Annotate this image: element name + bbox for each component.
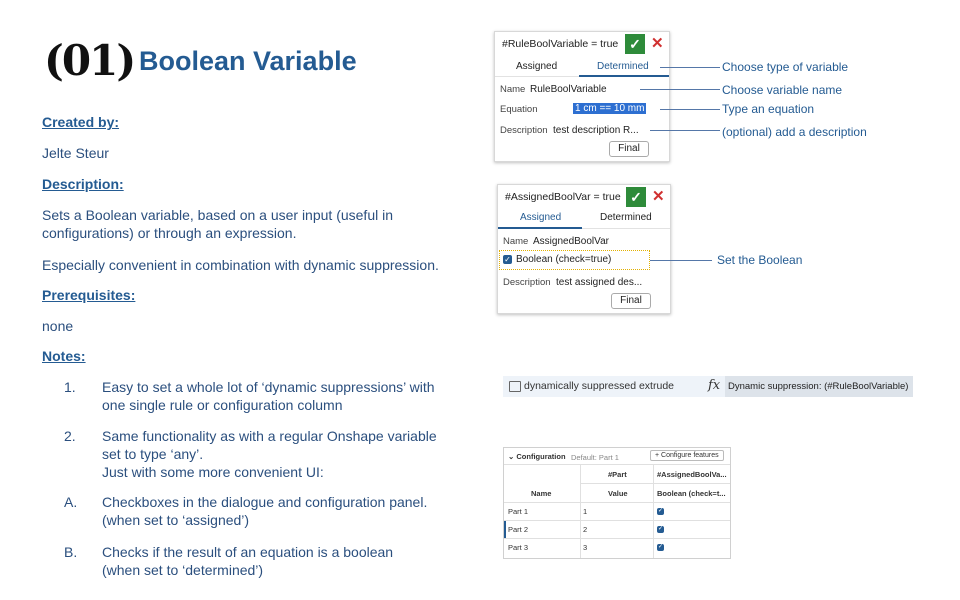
config-divider [504, 538, 730, 539]
description-label: Description [500, 125, 548, 136]
row-name[interactable]: Part 2 [508, 525, 529, 534]
configuration-panel [503, 447, 731, 559]
config-divider [504, 502, 730, 503]
equation-label: Equation [500, 104, 538, 115]
cancel-x-icon[interactable]: ✕ [652, 188, 665, 205]
note-line: Same functionality as with a regular Onshape variable [102, 428, 437, 444]
notes-heading: Notes: [42, 348, 86, 364]
note-marker: 2. [64, 428, 76, 444]
row-value[interactable]: 1 [583, 507, 588, 516]
active-tab-indicator [498, 227, 582, 229]
description-field[interactable]: test assigned des... [556, 277, 643, 288]
config-divider [504, 464, 730, 465]
tab-determined[interactable]: Determined [600, 212, 652, 223]
col-part-header: #Part [608, 470, 627, 479]
row-name[interactable]: Part 1 [508, 507, 529, 516]
callout-line [660, 67, 720, 68]
accept-check-icon[interactable]: ✓ [626, 187, 646, 207]
note-marker: 1. [64, 379, 76, 395]
created-by-heading: Created by: [42, 114, 120, 130]
description-line-1: Sets a Boolean variable, based on a user input (useful in [42, 207, 394, 223]
dialog-title: #RuleBoolVariable = true [502, 38, 619, 50]
callout-line [640, 89, 720, 90]
prerequisites-value: none [42, 318, 74, 334]
feature-name: dynamically suppressed extrude [524, 380, 674, 392]
callout-line [660, 109, 720, 110]
description-heading: Description: [42, 176, 124, 192]
tab-assigned[interactable]: Assigned [520, 212, 562, 223]
callout-boolean: Set the Boolean [717, 253, 803, 267]
config-default: Default: Part 1 [571, 453, 619, 462]
equation-field[interactable]: 1 cm == 10 mm [575, 103, 645, 114]
page-title: Boolean Variable [139, 46, 357, 76]
feature-row[interactable] [503, 376, 913, 397]
row-value[interactable]: 3 [583, 543, 588, 552]
callout-type: Choose type of variable [722, 60, 849, 74]
final-button[interactable]: Final [609, 141, 649, 157]
callout-equation: Type an equation [722, 102, 815, 116]
config-divider [580, 483, 730, 484]
note-line: set to type ‘any’. [102, 446, 204, 462]
description-label: Description [503, 277, 551, 288]
checkbox-checked-icon[interactable]: ✓ [657, 544, 664, 550]
boolean-checkbox-label: Boolean (check=true) [516, 254, 612, 265]
author-name: Jelte Steur [42, 145, 109, 161]
tab-assigned[interactable]: Assigned [516, 61, 558, 72]
row-value[interactable]: 2 [583, 525, 588, 534]
checkbox-checked-icon[interactable]: ✓ [657, 508, 664, 514]
config-collapse[interactable] [508, 452, 566, 461]
suppression-tooltip: Dynamic suppression: (#RuleBoolVariable) [725, 376, 913, 397]
note-line: Checkboxes in the dialogue and configuration panel. [102, 494, 428, 510]
row-name[interactable]: Part 3 [508, 543, 529, 552]
prerequisites-heading: Prerequisites: [42, 287, 136, 303]
col-part-subheader: Value [608, 489, 628, 498]
description-line-3: Especially convenient in combination with dynamic suppression. [42, 257, 439, 273]
fx-icon: fx [708, 378, 721, 393]
callout-name: Choose variable name [722, 83, 843, 97]
note-line: (when set to ‘determined’) [102, 562, 264, 578]
note-line: Checks if the result of an equation is a boolean [102, 544, 394, 560]
boolean-checkbox-row[interactable] [499, 250, 650, 270]
note-marker: A. [64, 494, 78, 510]
name-label: Name [500, 84, 526, 95]
cancel-x-icon[interactable]: ✕ [651, 35, 664, 52]
dialog-title: #AssignedBoolVar = true [505, 191, 621, 203]
col-bool-header: #AssignedBoolVa... [657, 470, 727, 479]
selected-row-indicator [504, 521, 506, 538]
tab-determined[interactable]: Determined [597, 61, 649, 72]
col-bool-subheader: Boolean (check=t... [657, 489, 726, 498]
description-field[interactable]: test description R... [553, 125, 639, 136]
name-field[interactable]: AssignedBoolVar [533, 236, 609, 247]
config-col-divider [653, 464, 654, 558]
description-line-2: configurations) or through an expression. [42, 225, 297, 241]
section-number: (01) [44, 36, 135, 85]
note-line: Easy to set a whole lot of ‘dynamic suppressions’ with [102, 379, 435, 395]
callout-description: (optional) add a description [722, 125, 867, 139]
config-divider [504, 520, 730, 521]
extrude-icon [509, 381, 521, 392]
callout-line [650, 260, 712, 261]
active-tab-indicator [579, 75, 669, 77]
config-title: Configuration [516, 452, 566, 461]
checkbox-checked-icon[interactable]: ✓ [504, 255, 511, 264]
name-label: Name [503, 236, 529, 247]
note-marker: B. [64, 544, 78, 560]
checkbox-checked-icon[interactable]: ✓ [657, 526, 664, 532]
name-field[interactable]: RuleBoolVariable [530, 84, 607, 95]
chevron-down-icon: ⌄ [508, 452, 515, 461]
rule-bool-variable-dialog [494, 31, 670, 162]
configure-features-button[interactable]: + Configure features [650, 450, 724, 461]
col-name-header: Name [531, 489, 552, 498]
callout-line [650, 130, 720, 131]
note-line: one single rule or configuration column [102, 397, 343, 413]
config-col-divider [580, 464, 581, 558]
final-button[interactable]: Final [611, 293, 651, 309]
note-line: Just with some more convenient UI: [102, 464, 324, 480]
accept-check-icon[interactable]: ✓ [625, 34, 645, 54]
assigned-bool-var-dialog [497, 184, 671, 314]
note-line: (when set to ‘assigned’) [102, 512, 250, 528]
